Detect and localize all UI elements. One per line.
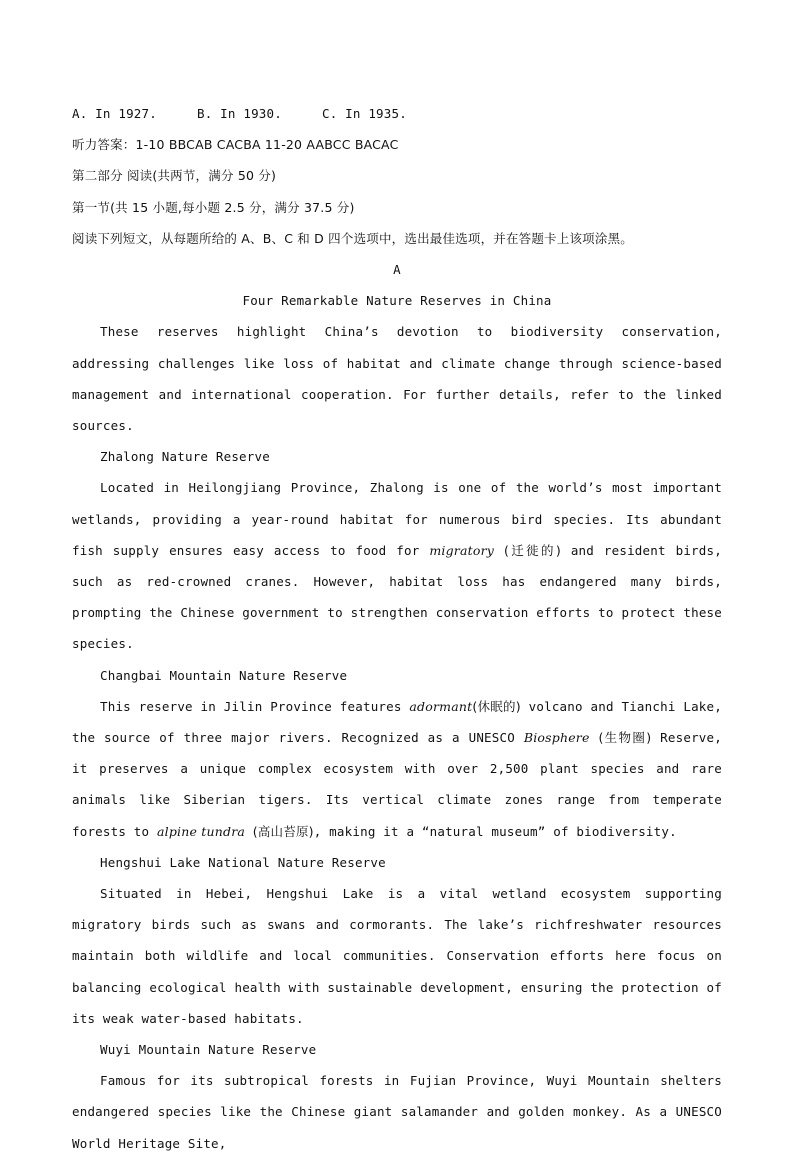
part-two-heading: 第二部分 阅读(共两节，满分 50 分) [72,168,277,184]
changbai-gloss-1: (休眠的) [472,698,521,714]
zhalong-gloss: (迁徙的) [503,542,561,558]
changbai-term-3: alpine tundra [157,823,246,839]
changbai-heading: Changbai Mountain Nature Reserve [100,667,348,683]
changbai-term-2: Biosphere [523,729,590,745]
hengshui-paragraph: Situated in Hebei, Hengshui Lake is a vital wetland ecosystem supporting migratory birds such as swans and cormorants. The lake’s richfreshwater resources maintain both wildlife and local communities. Conservation efforts here focus on balancing ecological health with sustainable development, ensuring the protection of its weak water-based habitats. [72,885,722,1026]
changbai-text-4: , making it a “natural museum” of biodiversity. [313,823,677,839]
option-c: C. In 1935. [321,106,407,121]
reading-instructions: 阅读下列短文，从每题所给的 A、B、C 和 D 四个选项中，选出最佳选项，并在答题卡上该项涂黑。 [72,230,633,246]
option-a: A. In 1927. [72,106,157,121]
changbai-gloss-3: (高山苔原) [252,823,314,839]
hengshui-heading: Hengshui Lake National Nature Reserve [100,854,386,870]
intro-paragraph: These reserves highlight China’s devotion to biodiversity conservation, addressing challenges like loss of habitat and climate change through science-based management and international cooperation. For further details, refer to the linked sources. [72,324,722,433]
document-page [72,98,722,1159]
wuyi-heading: Wuyi Mountain Nature Reserve [100,1041,317,1057]
zhalong-heading: Zhalong Nature Reserve [100,449,270,465]
passage-letter: A [393,261,401,277]
changbai-gloss-2: (生物圈) [598,729,652,745]
zhalong-term: migratory [429,542,495,558]
section-one-heading: 第一节(共 15 小题,每小题 2.5 分，满分 37.5 分) [72,199,355,215]
changbai-term-1: adormant [409,698,473,714]
listening-answers: 听力答案：1-10 BBCAB CACBA 11-20 AABCC BACAC [72,137,399,153]
changbai-text-2: volcano and Tianchi Lake, the source of three major rivers. Recognized as a UNESCO [72,698,722,745]
changbai-text-1: This reserve in Jilin Province features [100,698,402,714]
zhalong-paragraph [72,472,722,659]
changbai-text-3: Reserve, it preserves a unique complex ecosystem with over 2,500 plant species and rare animals like Siberian tigers. Its vertical climate zones range from temperate forests to [72,729,722,839]
changbai-paragraph [72,691,722,847]
wuyi-paragraph: Famous for its subtropical forests in Fujian Province, Wuyi Mountain shelters endangered species like the Chinese giant salamander and golden monkey. As a UNESCO World Heritage Site, [72,1073,722,1151]
passage-title: Four Remarkable Nature Reserves in China [242,293,552,309]
answer-options-line [72,98,722,129]
zhalong-text-2: and resident birds, such as red-crowned cranes. However, habitat loss has endangered many birds, prompting the Chinese government to strengthen conservation efforts to protect these species. [72,542,722,652]
zhalong-text-1: Located in Heilongjiang Province, Zhalong is one of the world’s most important wetlands, providing a year-round habitat for numerous bird species. Its abundant fish supply ensures easy access to food for [72,480,722,558]
option-b: B. In 1930. [196,106,282,121]
